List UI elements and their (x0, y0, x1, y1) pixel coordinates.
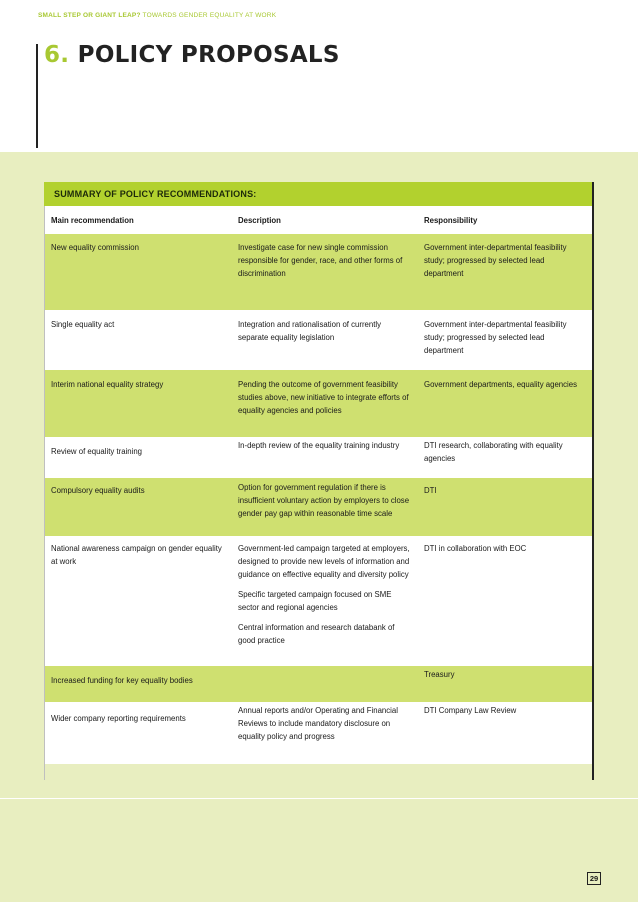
table-row (44, 478, 593, 536)
recommendation-cell: National awareness campaign on gender equality at work (51, 544, 222, 566)
section-number: 6. (44, 42, 70, 68)
recommendation-cell: Single equality act (51, 320, 115, 329)
table-row (44, 234, 593, 310)
description-cell: Investigate case for new single commission responsible for gender, race, and other forms of discrimination (238, 243, 403, 278)
responsibility-cell: DTI research, collaborating with equality agencies (424, 441, 563, 463)
page-number: 29 (587, 872, 601, 885)
title-rule (36, 44, 38, 148)
running-header-series: SMALL STEP OR GIANT LEAP? (38, 12, 141, 19)
description-cell: Option for government regulation if there is insufficient voluntary action by employers to close gender pay gap within reasonable time scale (238, 483, 410, 518)
responsibility-cell: DTI in collaboration with EOC (424, 544, 527, 553)
description-cell: Annual reports and/or Operating and Financial Reviews to include mandatory disclosure on equality policy and progress (238, 706, 398, 741)
responsibility-cell: Government inter-departmental feasibility study; progressed by selected lead department (424, 320, 567, 355)
responsibility-cell: DTI Company Law Review (424, 706, 517, 715)
responsibility-cell: DTI (424, 486, 437, 495)
column-header-recommendation: Main recommendation (51, 216, 134, 225)
description-cell: In-depth review of the equality training industry (238, 441, 400, 450)
responsibility-cell: Treasury (424, 670, 455, 679)
description-cell: Pending the outcome of government feasibility studies above, new initiative to integrate efforts of equality agencies and policies (238, 380, 409, 415)
description-cell: Integration and rationalisation of currently separate equality legislation (238, 320, 382, 342)
table-left-rule (44, 206, 45, 780)
table-row (44, 702, 593, 764)
column-header-description: Description (238, 216, 281, 225)
table-title: SUMMARY OF POLICY RECOMMENDATIONS: (44, 182, 593, 206)
recommendation-cell: Wider company reporting requirements (51, 714, 186, 723)
recommendations-table (44, 182, 593, 764)
recommendation-cell: Review of equality training (51, 447, 143, 456)
table-row (44, 437, 593, 478)
recommendation-cell: Interim national equality strategy (51, 380, 164, 389)
table-row (44, 370, 593, 437)
page-title (44, 42, 340, 68)
column-header-responsibility: Responsibility (424, 216, 478, 225)
responsibility-cell: Government inter-departmental feasibility study; progressed by selected lead department (424, 243, 567, 278)
table-row (44, 666, 593, 702)
recommendation-cell: Compulsory equality audits (51, 486, 145, 495)
table-row (44, 536, 593, 666)
band-divider (0, 798, 638, 799)
table-right-rule (592, 182, 594, 780)
section-title: POLICY PROPOSALS (77, 42, 340, 68)
description-cell (231, 666, 417, 702)
table-header-row (44, 206, 593, 234)
description-cell: Government-led campaign targeted at employers, designed to provide new levels of information and guidance on effective equality and diversity policy Specific targeted campaign focused on SME sector and regional agencies Central information and research databank of good practice (238, 544, 410, 645)
recommendation-cell: Increased funding for key equality bodies (51, 676, 193, 685)
recommendation-cell: New equality commission (51, 243, 139, 252)
table-row (44, 310, 593, 370)
running-header (38, 12, 276, 19)
responsibility-cell: Government departments, equality agencies (424, 380, 577, 389)
running-header-subtitle: TOWARDS GENDER EQUALITY AT WORK (142, 12, 277, 19)
